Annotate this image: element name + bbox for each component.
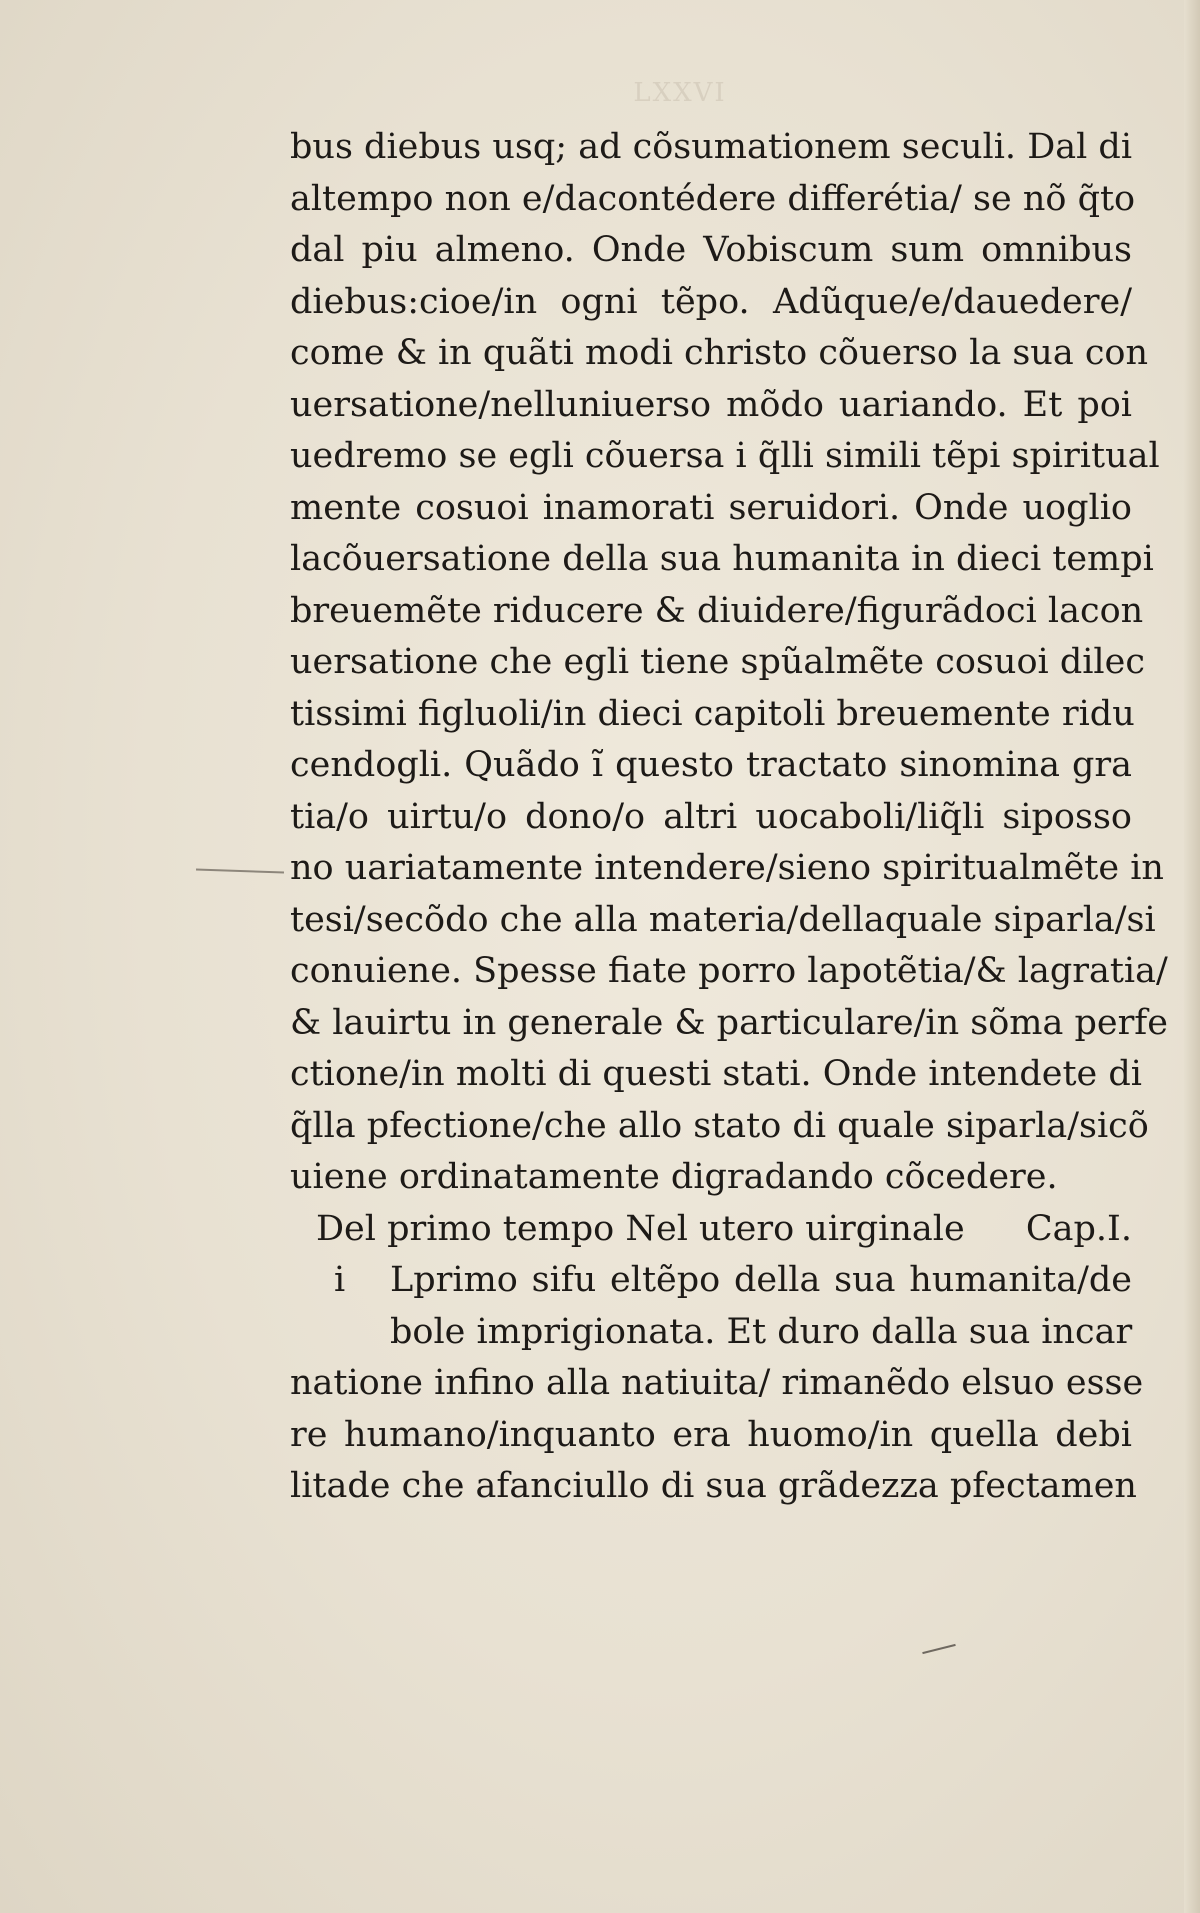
folio-number: LXXVI [633, 78, 727, 108]
text-line-10: breuemẽte riducere & diuidere/figurãdoci lacon [290, 590, 1144, 631]
text-line-19: ctione/in molti di questi stati. Onde intendete di [290, 1054, 1142, 1094]
margin-stroke [196, 868, 284, 873]
main-text [290, 122, 1168, 1513]
initial-line-row-2 [290, 1307, 1132, 1359]
chapter-heading [290, 1204, 1132, 1256]
text-line-13: cendogli. Quãdo ĩ questo tractato sinomina gra [290, 745, 1132, 785]
text-line-1: bus diebus usq; ad cõsumationem seculi. Dal di [290, 127, 1133, 167]
text-line-11: uersatione che egli tiene spũalmẽte cosuoi dilec [290, 642, 1145, 682]
text-line-2: altempo non e/dacontédere differétia/ se nõ q̃to [290, 178, 1136, 219]
text-line-7: uedremo se egli cõuersa i q̃lli simili tẽpi spiritual [290, 436, 1160, 476]
chapter-line-3: litade che afanciullo di sua grãdezza pfectamen [290, 1466, 1137, 1506]
text-line-4: diebus:cioe/in ogni tẽpo. Adũque/e/dauedere/ [290, 281, 1132, 322]
guide-initial-letter: i [334, 1260, 346, 1300]
text-line-18: & lauirtu in generale & particulare/in sõma perfe [290, 1002, 1168, 1043]
text-line-12: tissimi figluoli/in dieci capitoli breuemente ridu [290, 693, 1135, 734]
text-line-21: uiene ordinatamente digradando cõcedere. [290, 1157, 1058, 1197]
indented-line-1: Lprimo sifu eltẽpo della sua humanita/de [390, 1260, 1132, 1300]
text-line-8: mente cosuoi inamorati seruidori. Onde uoglio [290, 487, 1132, 528]
text-line-9: lacõuersatione della sua humanita in dieci tempi [290, 539, 1154, 579]
text-line-5: come & in quãti modi christo cõuerso la sua con [290, 333, 1149, 373]
text-line-17: conuiene. Spesse fiate porro lapotẽtia/& lagratia/ [290, 951, 1168, 991]
chapter-number: Cap.I. [1025, 1208, 1132, 1249]
chapter-line-2: re humano/inquanto era huomo/in quella debi [290, 1414, 1132, 1455]
text-line-20: q̃lla pfectione/che allo stato di quale siparla/sicõ [290, 1105, 1149, 1146]
ink-mark [922, 1644, 955, 1654]
chapter-title: Del primo tempo Nel utero uirginale [316, 1208, 965, 1249]
text-line-3: dal piu almeno. Onde Vobiscum sum omnibus [290, 230, 1132, 270]
initial-line-row-1 [290, 1255, 1132, 1307]
indented-line-2: bole imprigionata. Et duro dalla sua incar [390, 1311, 1133, 1352]
chapter-line-1: natione infino alla natiuita/ rimanẽdo elsuo esse [290, 1363, 1144, 1403]
text-line-14: tia/o uirtu/o dono/o altri uocaboli/liq̃li siposso [290, 796, 1132, 837]
text-line-15: no uariatamente intendere/sieno spiritualmẽte in [290, 848, 1164, 888]
text-line-6: uersatione/nelluniuerso mõdo uariando. Et poi [290, 384, 1132, 425]
page-edge [1184, 0, 1200, 1913]
text-line-16: tesi/secõdo che alla materia/dellaquale siparla/si [290, 899, 1156, 940]
